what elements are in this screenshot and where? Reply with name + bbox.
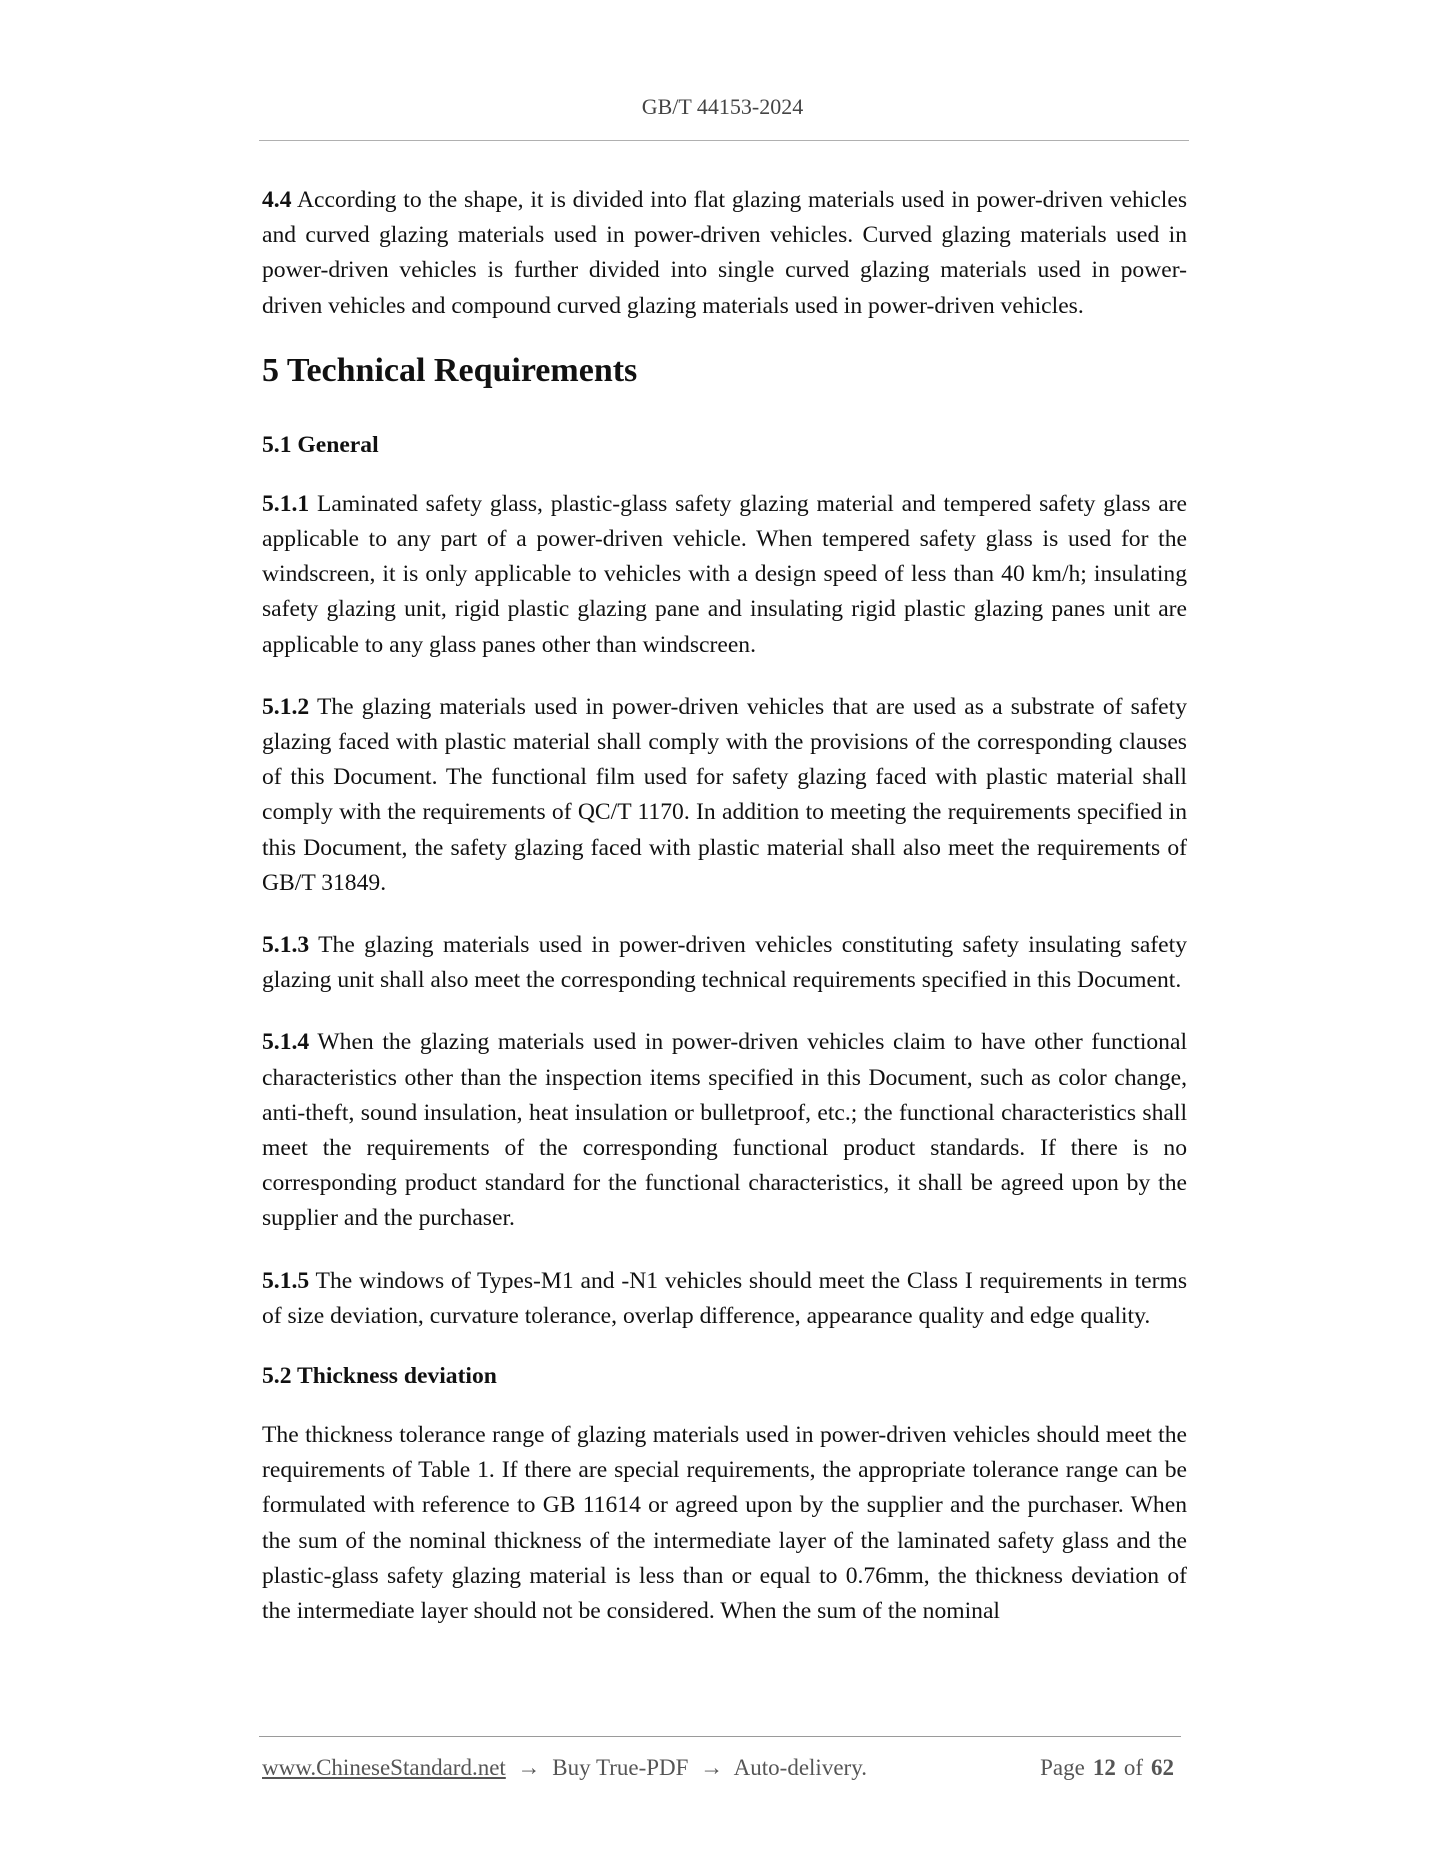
document-header-id: GB/T 44153-2024	[641, 94, 804, 119]
clause-text: The glazing materials used in power-driven vehicles that are used as a substrate of safety glazing faced with plastic material shall comply with the provisions of the corresponding clauses of this Document. The functional film used for safety glazing faced with plastic material shall comply with the requirements of QC/T 1170. In addition to meeting the requirements specified in this Document, the safety glazing faced with plastic material shall also meet the requirements of GB/T 31849.	[262, 693, 1187, 896]
clause-number: 5.1.2	[262, 693, 310, 720]
page-label: Page	[1040, 1755, 1085, 1780]
clause-number: 5.1.4	[262, 1029, 310, 1056]
page-indicator	[1040, 1755, 1182, 1781]
page-footer	[262, 1755, 1182, 1781]
clause-text: According to the shape, it is divided into flat glazing materials used in power-driven vehicles and curved glazing materials used in power-driven vehicles. Curved glazing materials used in power-driven vehicles is further divided into single curved glazing materials used in power-driven vehicles and compound curved glazing materials used in power-driven vehicles.	[262, 187, 1187, 319]
clause-number: 5.1.5	[262, 1267, 310, 1294]
clause-text: When the glazing materials used in power-driven vehicles claim to have other functional characteristics other than the inspection items specified in this Document, such as color change, anti-theft, sound insulation, heat insulation or bulletproof, etc.; the functional characteristics shall meet the requirements of the corresponding functional product standards. If there is no corresponding product standard for the functional characteristics, it shall be agreed upon by the supplier and the purchaser.	[262, 1029, 1187, 1232]
section-5-title: 5 Technical Requirements	[262, 351, 638, 389]
clause-text: The glazing materials used in power-driven vehicles constituting safety insulating safety glazing unit shall also meet the corresponding technical requirements specified in this Document.	[262, 932, 1187, 994]
website-link[interactable]: www.ChineseStandard.net	[262, 1755, 506, 1780]
arrow-right-icon: →	[700, 1755, 724, 1780]
clause-5-1-3	[262, 928, 1187, 998]
clause-number: 4.4	[262, 187, 292, 213]
page-number: 12	[1092, 1755, 1116, 1780]
clause-5-1-5	[262, 1264, 1187, 1334]
clause-4-4	[262, 183, 1187, 324]
clause-5-2-text: The thickness tolerance range of glazing materials used in power-driven vehicles should meet the requirements of Table 1. If there are special requirements, the appropriate tolerance range can be formulated with reference to GB 11614 or agreed upon by the supplier and the purchaser. When the sum of the nominal thickness of the intermediate layer of the laminated safety glass and the plastic-glass safety glazing material is less than or equal to 0.76mm, the thickness deviation of the intermediate layer should not be considered. When the sum of the nominal	[262, 1422, 1187, 1625]
header-divider	[259, 140, 1189, 141]
clause-text: The windows of Types-M1 and -N1 vehicles should meet the Class I requirements in terms of size deviation, curvature tolerance, overlap difference, appearance quality and edge quality.	[262, 1267, 1187, 1329]
clause-number: 5.1.3	[262, 932, 310, 959]
arrow-right-icon: →	[517, 1755, 541, 1780]
of-label: of	[1123, 1755, 1143, 1780]
clause-number: 5.1.1	[262, 490, 310, 517]
clause-5-1-4	[262, 1025, 1187, 1236]
page-body	[262, 183, 1187, 1656]
clause-5-1-2	[262, 690, 1187, 901]
footer-divider	[259, 1736, 1181, 1737]
page-total: 62	[1151, 1755, 1174, 1780]
clause-5-1-1	[262, 487, 1187, 663]
buy-pdf-text: Buy True-PDF	[552, 1755, 689, 1780]
subsection-5-1-title: 5.1 General	[262, 431, 379, 458]
auto-delivery-text: Auto-delivery.	[733, 1755, 867, 1780]
clause-text: Laminated safety glass, plastic-glass safety glazing material and tempered safety glass are applicable to any part of a power-driven vehicle. When tempered safety glass is used for the windscreen, it is only applicable to vehicles with a design speed of less than 40 km/h; insulating safety glazing unit, rigid plastic glazing pane and insulating rigid plastic glazing panes unit are applicable to any glass panes other than windscreen.	[262, 490, 1187, 658]
subsection-5-2-title: 5.2 Thickness deviation	[262, 1363, 497, 1390]
